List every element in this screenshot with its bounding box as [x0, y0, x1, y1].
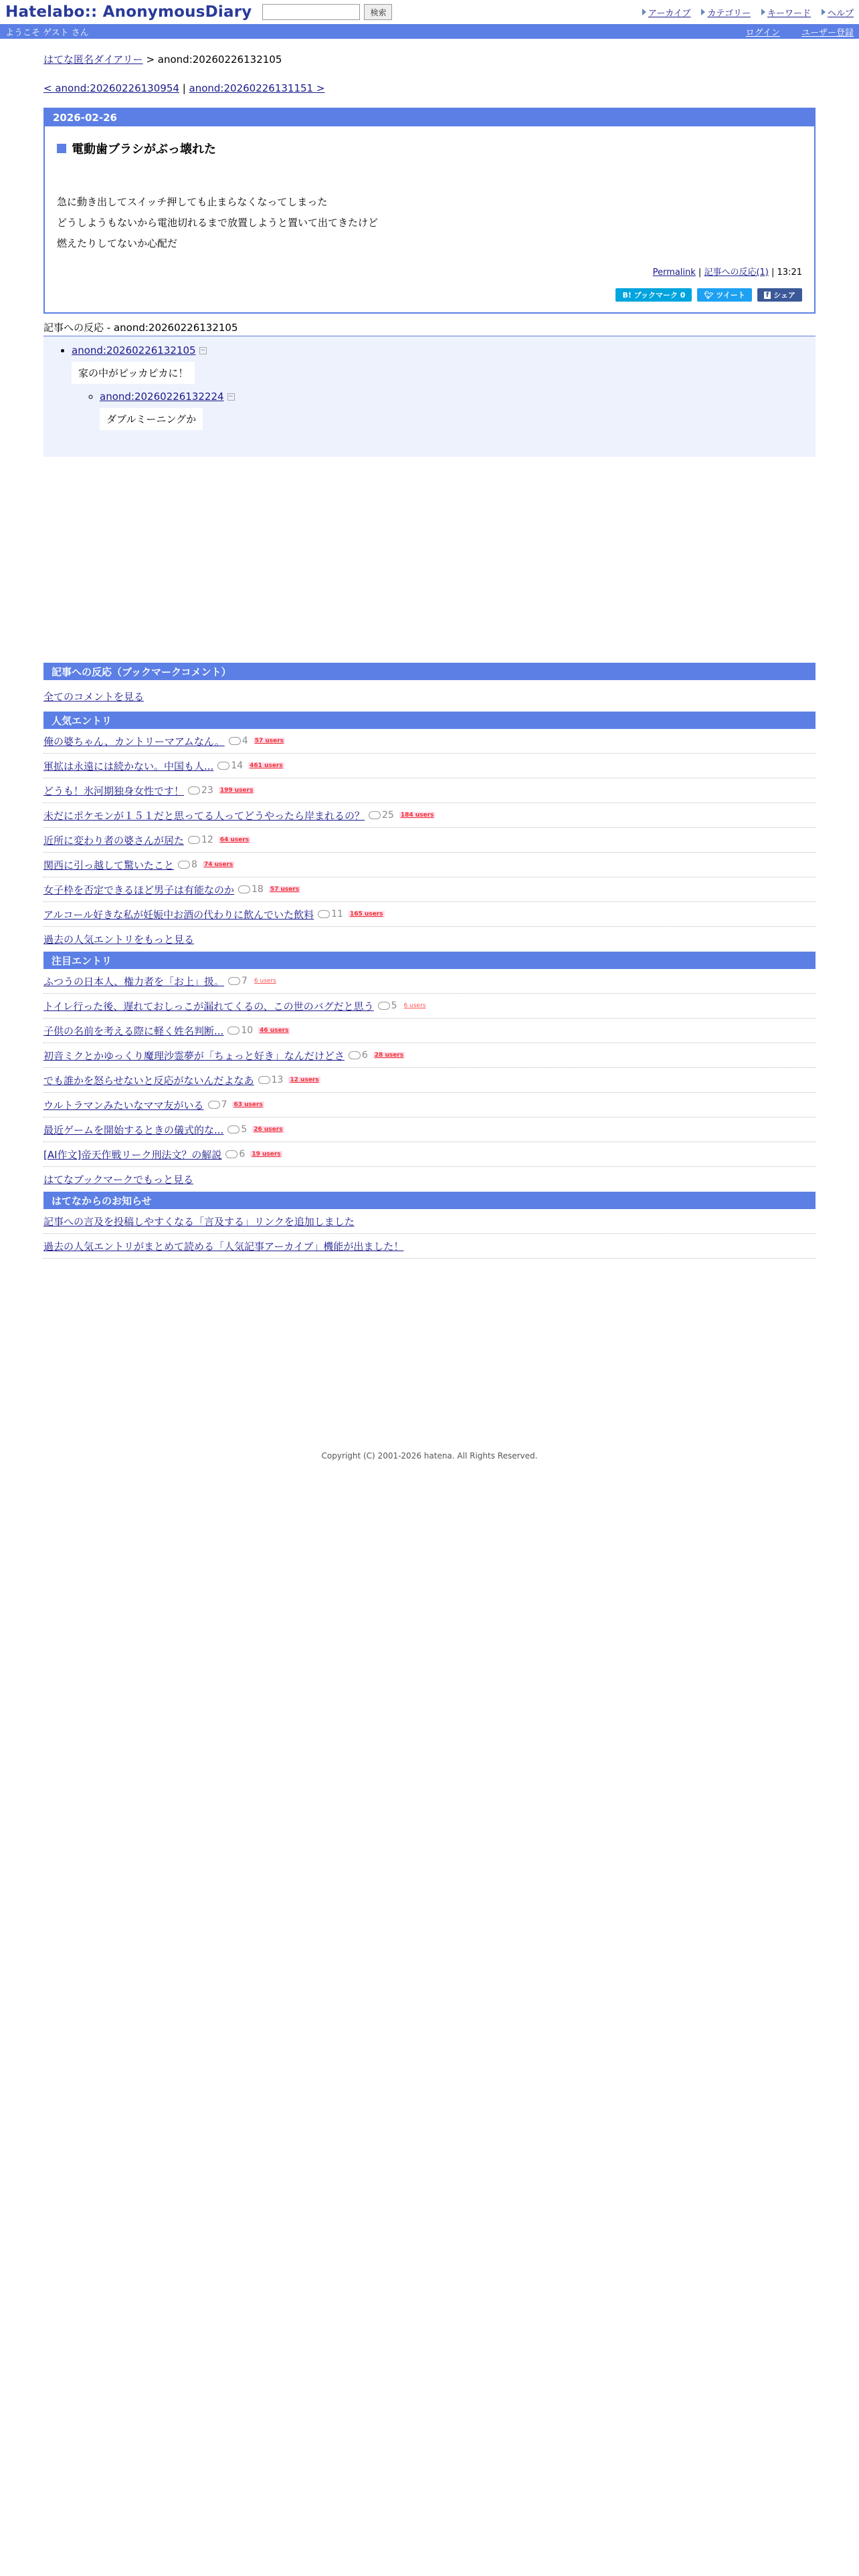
entry-row: [43, 877, 816, 902]
tweet-button[interactable]: [697, 288, 751, 302]
popular-more-link[interactable]: 過去の人気エントリをもっと見る: [43, 934, 195, 946]
comment-count-value: 13: [271, 1075, 284, 1085]
comment-count[interactable]: [208, 1099, 227, 1110]
comment-bubble-icon: [225, 1150, 237, 1158]
entry-date: 2026-02-26: [45, 109, 814, 126]
login-link[interactable]: ログイン: [745, 27, 780, 38]
comment-count[interactable]: [258, 1075, 284, 1085]
entry-time: 13:21: [777, 267, 802, 278]
entry-link[interactable]: [AI作文]帝天作戦リーク刑法文？の解説: [43, 1148, 222, 1161]
prev-next-nav: [43, 82, 816, 94]
triangle-icon: [642, 9, 646, 15]
comment-count[interactable]: [178, 859, 197, 870]
comment-count-value: 6: [239, 1149, 246, 1160]
entry-link[interactable]: 関西に引っ越して驚いたこと: [43, 859, 175, 871]
comment-count[interactable]: [228, 976, 248, 986]
ad-space: [43, 457, 816, 663]
comment-count-value: 14: [231, 760, 244, 771]
entry-title: [57, 140, 814, 157]
top-nav: [642, 6, 854, 19]
nav-category[interactable]: [701, 6, 750, 19]
entry-link[interactable]: 俺の婆ちゃん、カントリーマアムなん。: [43, 735, 225, 748]
bookmark-users-badge[interactable]: 64 users: [219, 837, 250, 843]
comment-count-value: 10: [241, 1025, 254, 1036]
breadcrumb-home[interactable]: はてな匿名ダイアリー: [43, 53, 143, 66]
entry-row: [43, 1093, 816, 1117]
reaction-heading: 記事への反応 - anond:20260226132105: [43, 320, 816, 336]
entry-line: どうしようもないから電池切れるまで放置しようと置いて出てきたけど: [57, 217, 379, 229]
search-form: [262, 4, 392, 20]
reactions-link[interactable]: 記事への反応(1): [704, 267, 769, 278]
comment-bubble-icon: [208, 1101, 220, 1109]
comment-count-value: 11: [331, 909, 343, 920]
comment-count[interactable]: [349, 1050, 368, 1061]
bookmark-users-badge[interactable]: 26 users: [254, 1126, 283, 1133]
facebook-icon: f: [764, 292, 771, 299]
reaction-text: ダブルミーニングか: [100, 408, 203, 430]
comment-count-value: 18: [252, 884, 264, 895]
comment-count[interactable]: [225, 1149, 245, 1160]
comment-count-value: 5: [241, 1124, 248, 1135]
comment-bubble-icon: [349, 1051, 361, 1059]
reaction-link[interactable]: anond:20260226132224: [100, 391, 224, 403]
comment-bubble-icon: [318, 910, 330, 918]
comment-count[interactable]: [188, 785, 213, 796]
comment-bubble-icon: [369, 811, 381, 819]
bookmark-comments-header: 記事への反応（ブックマークコメント）: [43, 663, 816, 680]
comment-count-value: 25: [382, 810, 394, 821]
register-link[interactable]: ユーザー登録: [801, 27, 854, 38]
comment-count-value: 7: [221, 1099, 227, 1110]
entry-row: [43, 754, 816, 778]
nav-help[interactable]: [822, 6, 854, 19]
bookmark-users-badge[interactable]: 74 users: [203, 861, 233, 868]
nav-archive[interactable]: [642, 6, 691, 19]
bookmark-users-badge[interactable]: 63 users: [233, 1101, 263, 1108]
entry-row: [43, 1043, 816, 1068]
notice-link[interactable]: 過去の人気エントリがまとめて読める「人気記事アーカイブ」機能が出ました！: [43, 1240, 404, 1253]
search-input[interactable]: [262, 4, 360, 20]
notable-more: [43, 1167, 816, 1192]
entry-line: 急に動き出してスイッチ押しても止まらなくなってしまった: [57, 196, 328, 208]
bookmark-users-badge[interactable]: 57 users: [270, 886, 300, 893]
comment-count-value: 7: [242, 976, 248, 986]
nav-help-label: ヘルプ: [827, 8, 854, 19]
notice-item: [43, 1234, 816, 1259]
comment-bubble-icon: [227, 1125, 240, 1134]
entry-link[interactable]: 最近ゲームを開始するときの儀式的な...: [43, 1123, 224, 1136]
nav-keyword-label: キーワード: [767, 8, 811, 19]
entry-row: [43, 1142, 816, 1167]
share-buttons: [45, 288, 802, 302]
comment-count-value: 12: [201, 835, 213, 845]
entry-footer: Permalink | 記事への反応(1) | 13:21: [652, 267, 802, 278]
all-comments-link[interactable]: 全てのコメントを見る: [43, 691, 145, 703]
nav-category-label: カテゴリー: [707, 8, 751, 19]
reaction-item: [72, 344, 816, 437]
reaction-link[interactable]: anond:20260226132105: [72, 344, 196, 356]
comment-count[interactable]: [229, 736, 248, 746]
entry-row: [43, 1068, 816, 1093]
entry-line: 燃えたりしてないか心配だ: [57, 237, 178, 249]
entry-row: [43, 902, 816, 927]
comment-bubble-icon: [178, 861, 190, 869]
comment-bubble-icon: [227, 1027, 240, 1035]
all-comments: [43, 689, 816, 704]
nav-keyword[interactable]: [761, 6, 811, 19]
entry-title-text: 電動歯ブラシがぶっ壊れた: [72, 142, 216, 156]
entry-link[interactable]: トイレ行った後、遅れておしっこが漏れてくるの、この世のバグだと思う: [43, 1000, 374, 1012]
entry-row: [43, 1018, 816, 1043]
entry-row: [43, 803, 816, 828]
comment-count-value: 8: [191, 859, 197, 870]
permalink-link[interactable]: Permalink: [652, 267, 696, 278]
entry-link[interactable]: 初音ミクとかゆっくり魔理沙霊夢が「ちょっと好き」なんだけどさ: [43, 1049, 345, 1062]
entry-row: [43, 828, 816, 853]
breadcrumb: [43, 52, 816, 66]
entry-link[interactable]: ふつうの日本人、権力者を「お上」扱。: [43, 975, 225, 988]
popular-entries-header: 人気エントリ: [43, 712, 816, 729]
comment-count-value: 4: [242, 736, 248, 746]
search-button[interactable]: 検索: [364, 4, 392, 20]
notable-entries-header: 注目エントリ: [43, 952, 816, 969]
welcome-text: ようこそ ゲスト さん: [5, 27, 89, 38]
hatena-bookmark-button[interactable]: B! ブックマーク 0: [615, 288, 692, 302]
square-icon: [57, 144, 66, 153]
bookmark-users-badge[interactable]: 57 users: [254, 738, 284, 744]
popular-entries-list: [43, 729, 816, 927]
comment-bubble-icon: [258, 1076, 270, 1084]
entry-row: [43, 969, 816, 994]
triangle-icon: [701, 9, 705, 15]
share-label: シェア: [773, 291, 795, 300]
breadcrumb-current: anond:20260226132105: [157, 53, 282, 66]
entry-link[interactable]: 女子枠を否定できるほど男子は有能なのか: [43, 883, 235, 896]
entry-row: [43, 778, 816, 803]
bookmark-users-badge[interactable]: 12 users: [290, 1077, 319, 1083]
entry-link[interactable]: 子供の名前を考える際に軽く姓名判断...: [43, 1025, 224, 1037]
facebook-share-button[interactable]: [757, 288, 802, 302]
comment-bubble-icon: [217, 762, 229, 770]
bookmark-users-badge[interactable]: 6 users: [254, 978, 276, 984]
bookmark-users-badge[interactable]: 6 users: [403, 1002, 426, 1009]
comment-count[interactable]: [318, 909, 343, 920]
entry-body: [57, 192, 814, 254]
site-logo[interactable]: Hatelabo:: AnonymousDiary: [5, 3, 252, 21]
entry-row: [43, 853, 816, 877]
comment-count[interactable]: [227, 1124, 247, 1135]
comment-bubble-icon: [229, 737, 241, 745]
comment-count[interactable]: [217, 760, 243, 771]
comment-bubble-icon: [378, 1002, 390, 1010]
entry-link[interactable]: ウルトラマンみたいなママ友がいる: [43, 1099, 204, 1111]
bookmark-users-badge[interactable]: 184 users: [400, 812, 434, 819]
welcome-bar: [0, 24, 859, 39]
entry-link[interactable]: 未だにポケモンが１５１だと思ってる人ってどうやったら岸まれるの？: [43, 809, 365, 822]
comment-count[interactable]: [378, 1000, 397, 1011]
breadcrumb-separator: >: [146, 53, 155, 66]
collapse-icon[interactable]: −: [200, 347, 205, 354]
notable-more-link[interactable]: はてなブックマークでもっと見る: [43, 1174, 193, 1186]
entry-row: [43, 994, 816, 1018]
reaction-tree: [43, 336, 816, 457]
entry-link[interactable]: 近所に変わり者の婆さんが居た: [43, 834, 185, 847]
bookmark-users-badge[interactable]: 461 users: [250, 762, 283, 769]
bookmark-users-badge[interactable]: 19 users: [252, 1151, 281, 1158]
prev-next-separator: |: [182, 82, 186, 94]
collapse-icon[interactable]: −: [228, 393, 233, 400]
entry-row: [43, 729, 816, 754]
bookmark-users-badge[interactable]: 165 users: [349, 911, 383, 918]
triangle-icon: [822, 9, 826, 15]
comment-bubble-icon: [188, 786, 200, 794]
nav-archive-label: アーカイブ: [648, 8, 691, 19]
comment-bubble-icon: [228, 977, 240, 985]
comment-count-value: 23: [201, 785, 213, 796]
comment-bubble-icon: [238, 885, 250, 893]
site-header: [0, 0, 859, 24]
reaction-item: [100, 391, 816, 437]
entry-link[interactable]: でも誰かを怒らせないと反応がないんだよなあ: [43, 1074, 254, 1087]
popular-more: [43, 927, 816, 952]
comment-bubble-icon: [188, 836, 200, 844]
entry-row: [43, 1117, 816, 1142]
notable-entries-list: [43, 969, 816, 1167]
bookmark-users-badge[interactable]: 28 users: [374, 1052, 404, 1059]
comment-count-value: 5: [391, 1000, 397, 1011]
comment-count-value: 6: [361, 1050, 368, 1061]
entry-link[interactable]: 軍拡は永遠には続かない。中国も人...: [43, 760, 214, 772]
next-entry-link[interactable]: anond:20260226131151 >: [189, 82, 325, 94]
comment-count[interactable]: [238, 884, 264, 895]
comment-count[interactable]: [188, 835, 213, 845]
comment-count[interactable]: [227, 1025, 253, 1036]
bookmark-users-badge[interactable]: 199 users: [219, 787, 254, 794]
reaction-text: 家の中がピッカピカに！: [72, 362, 195, 384]
copyright: Copyright (C) 2001-2026 hatena. All Rights Reserved.: [321, 1451, 538, 1461]
entry-link[interactable]: どうも！氷河期独身女性です！: [43, 784, 185, 797]
notice-link[interactable]: 記事への言及を投稿しやすくなる「言及する」リンクを追加しました: [43, 1215, 355, 1228]
twitter-icon: 🐦︎: [704, 290, 714, 300]
notice-header: はてなからのお知らせ: [43, 1192, 816, 1209]
comment-count[interactable]: [369, 810, 394, 821]
tweet-label: ツイート: [716, 291, 745, 300]
bookmark-users-badge[interactable]: 46 users: [260, 1027, 289, 1034]
prev-entry-link[interactable]: < anond:20260226130954: [43, 82, 179, 94]
main-content: [43, 52, 816, 1259]
triangle-icon: [761, 9, 765, 15]
entry-link[interactable]: アルコール好きな私が妊娠中お酒の代わりに飲んでいた飲料: [43, 908, 314, 921]
entry-box: [43, 108, 816, 314]
notice-item: [43, 1209, 816, 1234]
